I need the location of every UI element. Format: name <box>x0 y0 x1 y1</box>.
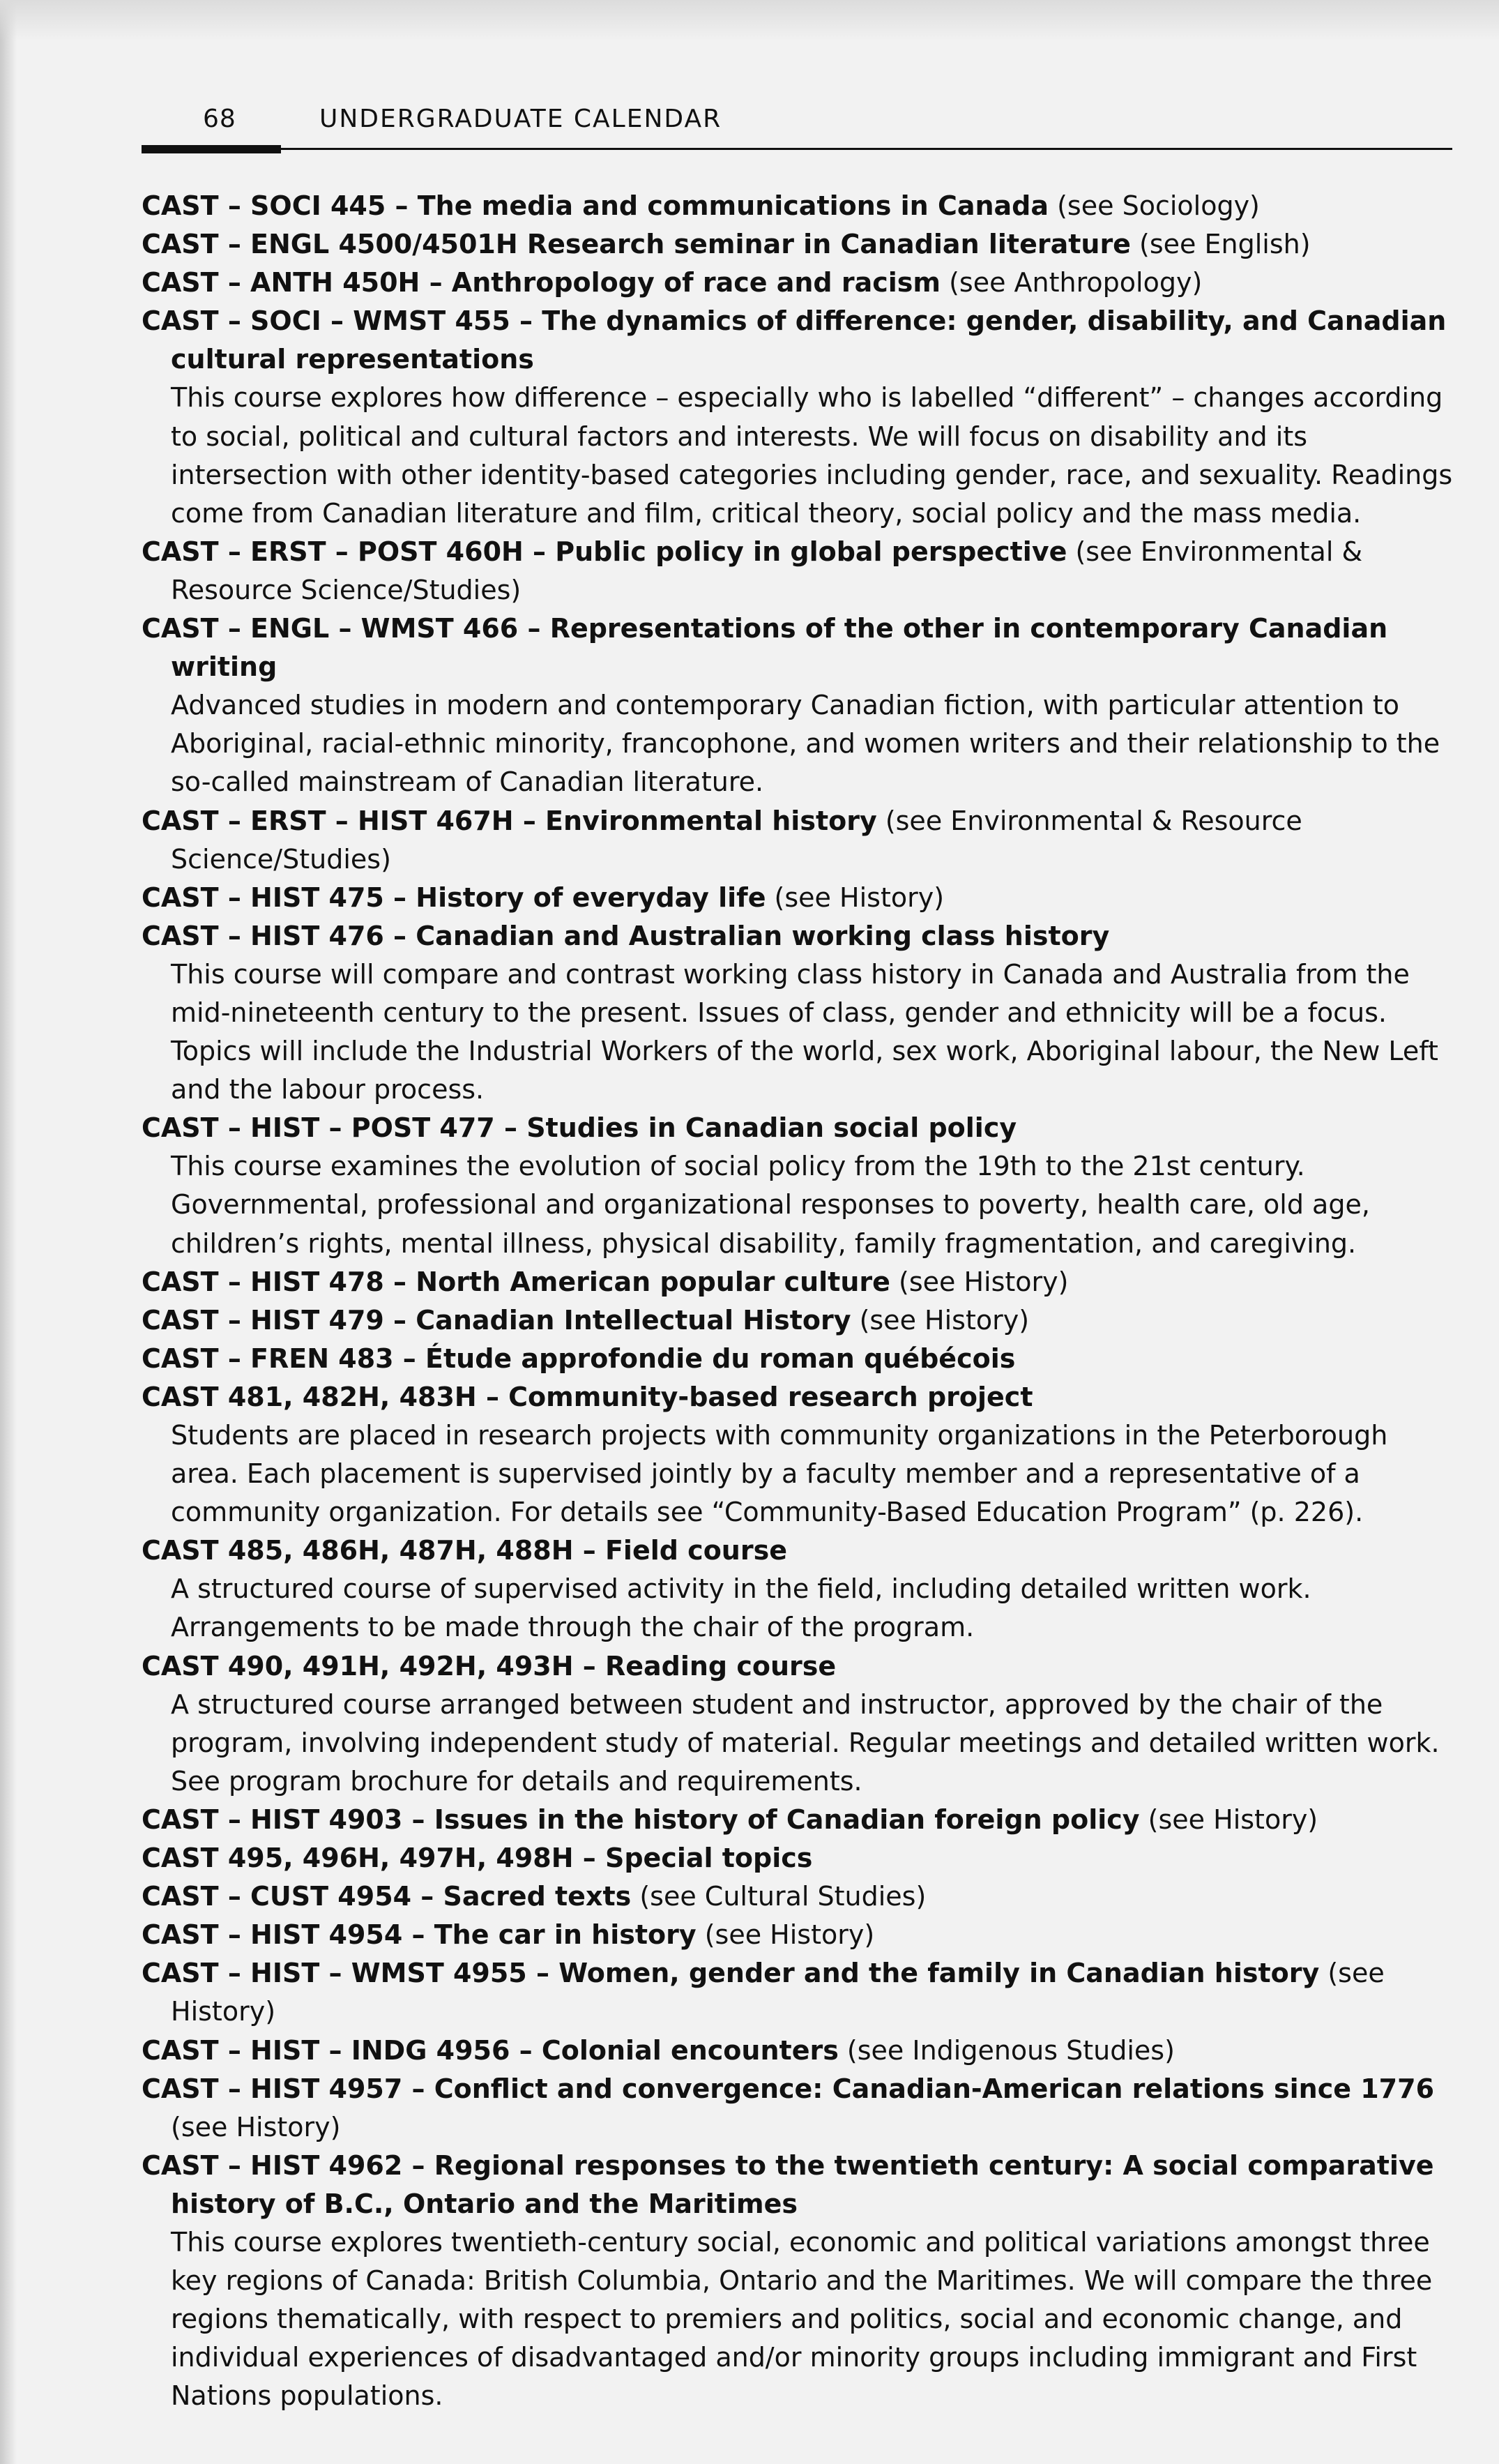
course-cross-reference: (see History) <box>890 1266 1069 1297</box>
course-entry <box>142 1916 1459 1954</box>
course-heading <box>142 2070 1459 2147</box>
course-heading <box>142 1954 1459 2031</box>
course-cross-reference: (see Indigenous Studies) <box>838 2034 1175 2066</box>
course-title: CAST – HIST – INDG 4956 – Colonial encounters <box>142 2034 839 2066</box>
course-entry <box>142 917 1459 1109</box>
course-title: CAST – HIST 476 – Canadian and Australian working class history <box>142 920 1110 951</box>
course-description: A structured course arranged between student and instructor, approved by the chair of the program, involving independent study of material. Regular meetings and detailed written work. See program brochure for details and requirements. <box>171 1688 1440 1797</box>
course-title: CAST – SOCI – WMST 455 – The dynamics of difference: gender, disability, and Canadian cultural representations <box>142 305 1447 375</box>
course-title: CAST – HIST – WMST 4955 – Women, gender and the family in Canadian history <box>142 1958 1320 1989</box>
course-description: This course will compare and contrast working class history in Canada and Australia from the mid-nineteenth century to the present. Issues of class, gender and ethnicity will be a focus. Topics will include the Industrial Workers of the world, sex work, Aboriginal labour, the New Left and the labour process. <box>171 958 1438 1105</box>
course-heading <box>142 1263 1459 1301</box>
course-entry <box>142 1340 1459 1378</box>
course-cross-reference: (see History) <box>171 1958 1385 2027</box>
course-title: CAST – FREN 483 – Étude approfondie du roman québécois <box>142 1343 1016 1374</box>
course-entry <box>142 2070 1459 2147</box>
course-title: CAST – ANTH 450H – Anthropology of race and racism <box>142 267 941 298</box>
course-entry <box>142 1839 1459 1877</box>
course-description: This course examines the evolution of social policy from the 19th to the 21st century. Governmental, professional and organizational responses to poverty, health care, old age, children’s rights, mental illness, physical disability, family fragmentation, and caregiving. <box>171 1151 1370 1259</box>
course-title: CAST – HIST 4903 – Issues in the history of Canadian foreign policy <box>142 1804 1140 1835</box>
course-title: CAST – ENGL 4500/4501H Research seminar in Canadian literature <box>142 229 1131 260</box>
course-entry <box>142 1109 1459 1262</box>
course-title: CAST 485, 486H, 487H, 488H – Field course <box>142 1535 787 1566</box>
course-cross-reference: (see Cultural Studies) <box>631 1881 927 1912</box>
course-entry <box>142 533 1459 610</box>
course-cross-reference: (see Environmental & Resource Science/Studies) <box>171 805 1302 875</box>
course-description: A structured course of supervised activity in the field, including detailed written work. Arrangements to be made through the chair of the program. <box>171 1573 1311 1643</box>
course-cross-reference: (see History) <box>171 2111 341 2142</box>
course-entry <box>142 2147 1459 2416</box>
course-heading <box>142 187 1459 225</box>
course-title: CAST – HIST 4954 – The car in history <box>142 1919 697 1951</box>
course-cross-reference: (see English) <box>1130 229 1311 260</box>
course-title: CAST 495, 496H, 497H, 498H – Special topics <box>142 1843 813 1874</box>
course-entry <box>142 802 1459 879</box>
course-entry <box>142 225 1459 264</box>
course-title: CAST – HIST 475 – History of everyday life <box>142 882 766 913</box>
course-heading <box>142 1109 1459 1147</box>
course-heading <box>142 225 1459 264</box>
course-description: Students are placed in research projects with community organizations in the Peterborough area. Each placement is supervised jointly by a faculty member and a representative of a community organization. For details see “Community-Based Education Program” (p. 226). <box>171 1420 1388 1528</box>
course-heading <box>142 879 1459 917</box>
scan-edge-shadow <box>0 0 17 2464</box>
course-title: CAST – ERST – HIST 467H – Environmental history <box>142 805 877 836</box>
course-heading <box>142 1801 1459 1839</box>
header-rule-accent <box>142 145 281 153</box>
course-heading <box>142 917 1459 955</box>
header-rule <box>142 148 1452 150</box>
course-entry <box>142 1647 1459 1801</box>
course-entry <box>142 302 1459 533</box>
course-entry <box>142 187 1459 225</box>
course-title: CAST – ERST – POST 460H – Public policy in global perspective <box>142 536 1067 567</box>
course-entry <box>142 2032 1459 2070</box>
course-heading <box>142 1340 1459 1378</box>
course-cross-reference: (see Anthropology) <box>941 267 1203 298</box>
course-title: CAST 490, 491H, 492H, 493H – Reading course <box>142 1650 837 1681</box>
course-entry <box>142 1801 1459 1839</box>
course-entry <box>142 610 1459 801</box>
course-heading <box>142 1301 1459 1340</box>
course-description: This course explores how difference – especially who is labelled “different” – changes according to social, political and cultural factors and interests. We will focus on disability and its intersection with other identity-based categories including gender, race, and sexuality. Readings come from Canadian literature and film, critical theory, social policy and the mass media. <box>171 382 1453 529</box>
course-entry <box>142 1532 1459 1647</box>
course-title: CAST – SOCI 445 – The media and communications in Canada <box>142 190 1049 221</box>
course-title: CAST – HIST 478 – North American popular culture <box>142 1266 890 1297</box>
course-heading <box>142 1839 1459 1877</box>
scan-top-shadow <box>0 0 1499 42</box>
course-cross-reference: (see History) <box>851 1304 1030 1336</box>
course-heading <box>142 533 1459 610</box>
course-entry <box>142 1263 1459 1301</box>
course-list <box>142 187 1459 2415</box>
course-entry <box>142 1954 1459 2031</box>
course-heading <box>142 2032 1459 2070</box>
course-heading <box>142 1877 1459 1916</box>
course-heading <box>142 610 1459 686</box>
course-entry <box>142 264 1459 302</box>
course-cross-reference: (see Sociology) <box>1049 190 1260 221</box>
course-heading <box>142 2147 1459 2223</box>
course-description: Advanced studies in modern and contemporary Canadian fiction, with particular attention to Aboriginal, racial-ethnic minority, francophone, and women writers and their relationship to the so-called mainstream of Canadian literature. <box>171 690 1440 798</box>
course-entry <box>142 1301 1459 1340</box>
course-cross-reference: (see Environmental & Resource Science/Studies) <box>171 536 1363 605</box>
page-number: 68 <box>203 105 236 133</box>
course-cross-reference: (see History) <box>1139 1804 1318 1835</box>
course-cross-reference: (see History) <box>696 1919 875 1951</box>
course-heading <box>142 1647 1459 1686</box>
course-cross-reference: (see History) <box>766 882 945 913</box>
course-title: CAST – HIST 479 – Canadian Intellectual History <box>142 1304 851 1336</box>
course-heading <box>142 1916 1459 1954</box>
course-entry <box>142 879 1459 917</box>
course-title: CAST – HIST – POST 477 – Studies in Canadian social policy <box>142 1112 1017 1144</box>
course-title: CAST – HIST 4962 – Regional responses to the twentieth century: A social comparative history of B.C., Ontario and the Maritimes <box>142 2149 1434 2219</box>
page-header <box>142 105 1452 158</box>
course-title: CAST – ENGL – WMST 466 – Representations of the other in contemporary Canadian writing <box>142 613 1388 683</box>
course-title: CAST – CUST 4954 – Sacred texts <box>142 1881 632 1912</box>
course-entry <box>142 1877 1459 1916</box>
course-heading <box>142 302 1459 379</box>
course-title: CAST – HIST 4957 – Conflict and convergence: Canadian-American relations since 1776 <box>142 2073 1435 2104</box>
running-title: UNDERGRADUATE CALENDAR <box>319 105 722 133</box>
course-heading <box>142 802 1459 879</box>
course-heading <box>142 264 1459 302</box>
course-description: This course explores twentieth-century social, economic and political variations amongst three key regions of Canada: British Columbia, Ontario and the Maritimes. We will compare the three regions thematically, with respect to premiers and politics, social and economic change, and individual experiences of disadvantaged and/or minority groups including immigrant and First Nations populations. <box>171 2226 1433 2412</box>
course-heading <box>142 1532 1459 1570</box>
course-entry <box>142 1378 1459 1532</box>
course-title: CAST 481, 482H, 483H – Community-based research project <box>142 1381 1033 1412</box>
course-heading <box>142 1378 1459 1416</box>
